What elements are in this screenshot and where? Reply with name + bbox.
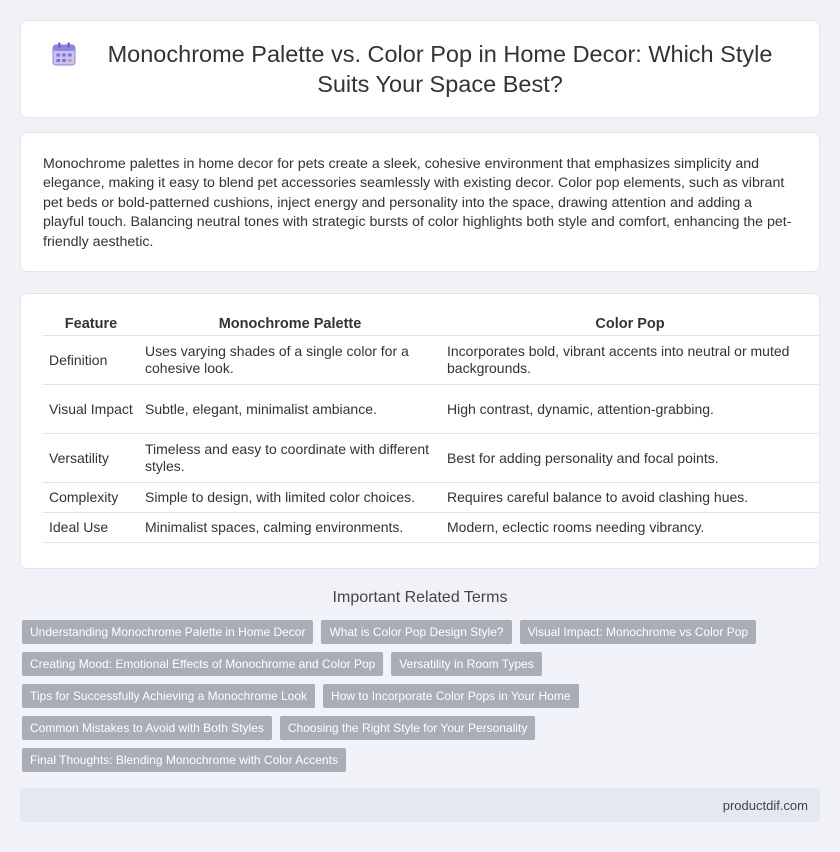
row-color-pop: Requires careful balance to avoid clashing hues. — [441, 483, 819, 513]
row-monochrome: Subtle, elegant, minimalist ambiance. — [139, 385, 441, 434]
table-row — [43, 385, 819, 434]
row-monochrome: Minimalist spaces, calming environments. — [139, 513, 441, 543]
title-wrap — [21, 39, 819, 99]
row-feature: Versatility — [43, 434, 139, 483]
related-term-link[interactable]: Versatility in Room Types — [391, 652, 542, 676]
calendar-grid-icon — [51, 41, 77, 67]
row-feature: Definition — [43, 336, 139, 385]
related-term-link[interactable]: Creating Mood: Emotional Effects of Monochrome and Color Pop — [22, 652, 383, 676]
table-row — [43, 483, 819, 513]
footer-site-name[interactable]: productdif.com — [722, 797, 808, 813]
header-color-pop: Color Pop — [441, 312, 819, 336]
title-card — [20, 20, 820, 118]
comparison-table — [43, 312, 819, 543]
page-title: Monochrome Palette vs. Color Pop in Home Decor: Which Style Suits Your Space Best? — [107, 41, 773, 97]
related-term-link[interactable]: Visual Impact: Monochrome vs Color Pop — [520, 620, 757, 644]
comparison-table-card — [20, 293, 820, 569]
related-terms-heading: Important Related Terms — [332, 589, 508, 606]
related-term-link[interactable]: Common Mistakes to Avoid with Both Styles — [22, 716, 272, 740]
related-terms-list — [22, 620, 802, 772]
related-term-link[interactable]: Final Thoughts: Blending Monochrome with Color Accents — [22, 748, 346, 772]
row-feature: Complexity — [43, 483, 139, 513]
related-term-link[interactable]: How to Incorporate Color Pops in Your Home — [323, 684, 578, 708]
row-feature: Ideal Use — [43, 513, 139, 543]
row-color-pop: Modern, eclectic rooms needing vibrancy. — [441, 513, 819, 543]
header-monochrome: Monochrome Palette — [139, 312, 441, 336]
row-monochrome: Timeless and easy to coordinate with different styles. — [139, 434, 441, 483]
related-term-link[interactable]: Understanding Monochrome Palette in Home Decor — [22, 620, 313, 644]
related-term-link[interactable]: Tips for Successfully Achieving a Monochrome Look — [22, 684, 315, 708]
row-monochrome: Simple to design, with limited color choices. — [139, 483, 441, 513]
intro-card — [20, 132, 820, 272]
table-row — [43, 336, 819, 385]
related-term-link[interactable]: Choosing the Right Style for Your Personality — [280, 716, 535, 740]
table-row — [43, 434, 819, 483]
row-color-pop: Incorporates bold, vibrant accents into neutral or muted backgrounds. — [441, 336, 819, 385]
row-color-pop: High contrast, dynamic, attention-grabbing. — [441, 385, 819, 434]
related-term-link[interactable]: What is Color Pop Design Style? — [321, 620, 511, 644]
footer — [20, 788, 820, 822]
table-header-row — [43, 312, 819, 336]
row-monochrome: Uses varying shades of a single color for a cohesive look. — [139, 336, 441, 385]
intro-paragraph: Monochrome palettes in home decor for pets create a sleek, cohesive environment that emphasizes simplicity and elegance, making it easy to blend pet accessories seamlessly with existing decor. Color pop elements, such as vibrant pet beds or bold-patterned cushions, inject energy and personality into the space, drawing attention and adding a playful touch. Balancing neutral tones with strategic bursts of color highlights both style and comfort, enhancing the pet-friendly aesthetic. — [43, 156, 792, 250]
row-feature: Visual Impact — [43, 385, 139, 434]
row-color-pop: Best for adding personality and focal points. — [441, 434, 819, 483]
table-row — [43, 513, 819, 543]
header-feature: Feature — [43, 312, 139, 336]
